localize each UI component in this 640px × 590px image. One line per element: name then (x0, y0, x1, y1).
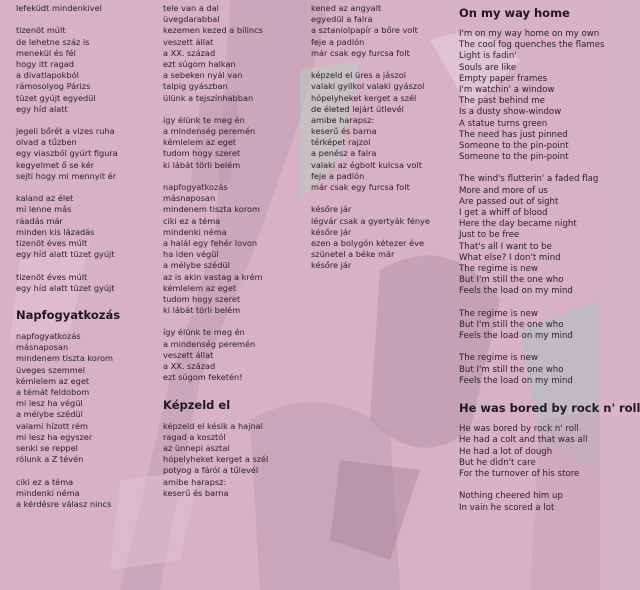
song-title: He was bored by rock n' roll (459, 401, 640, 416)
lyric-line: hópelyheket kerget a szél (163, 454, 269, 465)
lyric-line: The cool fog quenches the flames (459, 40, 605, 51)
lyric-line: mi lenne más (16, 204, 72, 215)
lyric-line: így élünk te meg én (163, 114, 245, 125)
lyric-line: For the turnover of his store (459, 468, 580, 479)
lyric-line: minden kis lázadás (16, 226, 95, 237)
lyrics-column-2 (163, 3, 268, 499)
lyric-line: a halál egy fehér lovon (163, 237, 258, 248)
lyric-line: kémlelem az eget (16, 375, 90, 386)
stanza-gap (459, 342, 640, 353)
lyric-line: ülünk a tejszínhabban (163, 92, 254, 103)
lyric-line: In vain he scored a lot (459, 502, 555, 513)
lyric-line: hópelyheket kerget a szél (311, 92, 417, 103)
lyric-line: a divatlapokból (16, 70, 79, 81)
lyric-line: későre jár (311, 204, 352, 215)
lyric-line: tudom hogy szeret (163, 293, 241, 304)
lyric-line: mindenem tiszta korom (16, 353, 113, 364)
lyric-line: He had a lot of dough (459, 446, 553, 457)
stanza-gap (16, 294, 120, 305)
lyric-line: üvegdarabbal (163, 14, 220, 25)
lyric-line: keserű és barna (163, 487, 229, 498)
stanza-gap (459, 480, 640, 491)
lyric-line: napfogyatkozás (163, 182, 228, 192)
lyric-line: The regime is new (459, 308, 538, 319)
lyric-line: a mindenség peremén (163, 126, 256, 137)
lyric-line: kaland az élet (16, 193, 74, 204)
lyric-line: mi lesz ha egyszer (16, 431, 93, 442)
lyric-line: a mindenség peremén (163, 338, 256, 349)
lyric-line: tizenöt éves múlt (16, 271, 88, 282)
lyric-line: így élünk te meg én (163, 327, 245, 338)
lyric-line: de lehetne száz is (16, 36, 90, 47)
lyric-line: ezen a bolygón kétezer éve (311, 237, 425, 248)
lyric-line: napfogyatkozás (16, 331, 81, 342)
lyric-line: üveges szemmel (16, 364, 86, 375)
stanza-gap (311, 193, 430, 204)
lyric-line: rámosolyog Párizs (16, 81, 91, 92)
lyric-line: térképet rajzol (311, 137, 371, 148)
lyric-line: hogy itt ragad (16, 58, 74, 69)
lyric-line: olvad a tűzben (16, 137, 77, 148)
stanza-gap (16, 260, 120, 271)
lyric-line: tele van a dal (163, 3, 219, 13)
stanza-gap (163, 383, 268, 394)
lyric-line: a XX. század (163, 47, 216, 58)
lyric-line: But he didn't care (459, 457, 536, 468)
lyric-line: Souls are like (459, 62, 517, 73)
lyric-line: egy híd alatt tüzet gyújt (16, 282, 115, 293)
lyric-line: a mélybe szédül (16, 409, 83, 420)
lyric-line: But I'm still the one who (459, 319, 564, 330)
lyric-line: Are passed out of sight (459, 196, 559, 207)
stanza-gap (16, 182, 120, 193)
song-title: Képzeld el (163, 397, 231, 412)
lyric-line: rólunk a Z tévén (16, 454, 84, 465)
lyric-line: mindenem tiszta korom (163, 204, 260, 215)
lyric-line: de életed lejárt útlevél (311, 103, 404, 114)
lyric-line: ki lábát törli belém (163, 305, 241, 316)
lyric-line: másnaposan (163, 193, 216, 204)
lyric-line: a témát feldobom (16, 387, 90, 397)
lyric-line: sejti hogy mi mennyit ér (16, 170, 117, 181)
lyric-line: egy híd alatt (16, 103, 68, 114)
lyric-line: valaki gyilkol valaki gyászol (311, 81, 425, 92)
lyric-line: képzeld el üres a jászol (311, 70, 407, 81)
stanza-gap (459, 163, 640, 174)
lyric-line: He had a colt and that was all (459, 435, 588, 446)
lyrics-column-3 (311, 3, 430, 272)
lyric-line: mi lesz ha végül (16, 398, 83, 409)
lyric-line: másnaposan (16, 342, 69, 353)
stanza-gap (16, 115, 120, 126)
lyric-line: képzeld el késik a hajnal (163, 420, 263, 431)
lyric-line: The need has just pinned (459, 129, 568, 140)
lyric-line: The regime is new (459, 263, 538, 274)
lyric-line: talpig gyászban (163, 81, 228, 92)
stanza-gap (311, 59, 430, 70)
lyric-line: Someone to the pin-point (459, 152, 569, 163)
lyric-line: keserű és barna (311, 126, 377, 137)
lyric-line: a XX. század (163, 361, 216, 371)
lyric-line: feje a padlón (311, 36, 365, 47)
lyric-line: ki lábát törli belém (163, 159, 241, 170)
stanza-gap (163, 171, 268, 182)
lyric-line: potyog a fáról a tűlevél (163, 465, 259, 476)
lyric-line: az is akin vastag a krém (163, 271, 263, 282)
lyric-line: már csak egy furcsa folt (311, 47, 410, 58)
lyric-line: What else? I don't mind (459, 252, 561, 263)
lyric-line: feje a padlón (311, 170, 365, 181)
stanza-gap (16, 465, 120, 476)
lyric-line: Someone to the pin-point (459, 140, 569, 151)
lyric-line: More and more of us (459, 185, 548, 196)
lyric-line: ezt súgom halkan (163, 58, 236, 69)
lyric-line: Feels the load on my mind (459, 286, 573, 297)
lyric-line: mindenki néma (163, 226, 227, 237)
lyric-line: az ünnepi asztal (163, 442, 230, 453)
lyric-line: Empty paper frames (459, 73, 548, 84)
stanza-gap (16, 14, 120, 25)
lyric-line: valami hízott rém (16, 420, 89, 431)
lyric-line: a sztaniolpapír a bőre volt (311, 25, 418, 36)
lyric-line: későre jár (311, 260, 352, 271)
lyric-line: A statue turns green (459, 118, 548, 129)
lyric-line: Here the day became night (459, 219, 577, 230)
lyric-line: ráadás már (16, 215, 63, 226)
lyric-line: I'm watchin' a window (459, 84, 555, 95)
lyric-line: veszett állat (163, 36, 214, 47)
lyric-line: I get a whiff of blood (459, 208, 548, 218)
lyric-line: Is a dusty show-window (459, 107, 562, 118)
lyric-line: Just to be free (459, 230, 520, 241)
lyric-line: Feels the load on my mind (459, 331, 573, 342)
lyrics-column-1 (16, 3, 120, 510)
song-title: Napfogyatkozás (16, 308, 121, 323)
lyric-line: egy híd alatt tüzet gyújt (16, 249, 115, 260)
lyric-line: tudom hogy szeret (163, 148, 241, 159)
lyric-line: menekül és fél (16, 47, 76, 58)
stanza-gap (459, 298, 640, 309)
lyric-line: amibe harapsz: (163, 476, 227, 487)
lyric-line: egy viaszból gyúrt figura (16, 148, 118, 159)
lyric-line: senki se reppel (16, 442, 78, 453)
lyric-line: a sebeken nyál van (163, 70, 243, 81)
lyric-line: valaki az égbolt kulcsa volt (311, 159, 422, 170)
lyric-line: amibe harapsz: (311, 114, 375, 125)
lyric-line: későre jár (311, 226, 352, 237)
lyric-line: That's all I want to be (459, 241, 552, 252)
lyric-line: But I'm still the one who (459, 275, 564, 286)
lyric-line: veszett állat (163, 349, 214, 360)
lyric-line: kened az angyalt (311, 3, 382, 13)
lyric-line: mindenki néma (16, 487, 80, 498)
lyric-line: szünetel a béke már (311, 249, 395, 260)
lyric-line: jegeli bőrét a vizes ruha (16, 126, 115, 137)
lyric-line: kegyelmet ő se kér (16, 159, 95, 170)
stanza-gap (459, 387, 640, 398)
lyric-line: egyedül a falra (311, 14, 373, 25)
lyric-line: a penész a falra (311, 148, 377, 159)
lyric-line: tüzet gyújt egyedül (16, 92, 96, 103)
lyric-line: The regime is new (459, 353, 538, 364)
stanza-gap (163, 316, 268, 327)
lyric-line: ciki ez a téma (163, 215, 221, 226)
lyric-line: Feels the load on my mind (459, 375, 573, 386)
lyric-line: Light is fadin' (459, 51, 517, 62)
lyric-line: a mélybe szédül (163, 260, 230, 271)
lyric-line: kémlelem az eget (163, 282, 237, 293)
lyric-line: kezemen kezed a bilincs (163, 25, 263, 36)
lyric-line: tizenöt éves múlt (16, 237, 88, 248)
lyric-line: ha iden végül (163, 249, 219, 260)
song-title: On my way home (459, 6, 570, 20)
stanza-gap (163, 104, 268, 115)
lyric-line: tizenöt múlt (16, 25, 66, 36)
lyric-line: légvár csak a gyertyák fénye (311, 215, 430, 226)
lyric-line: lefeküdt mindenkivel (16, 3, 102, 13)
lyric-line: ezt súgom feketén! (163, 372, 243, 383)
lyric-line: The wind's flutterin' a faded flag (459, 174, 599, 185)
lyric-line: már csak egy furcsa folt (311, 182, 410, 192)
lyric-line: kémlelem az eget (163, 137, 237, 148)
lyric-line: I'm on my way home on my own (459, 29, 600, 39)
lyric-line: But I'm still the one who (459, 364, 564, 375)
lyric-line: The past behind me (459, 96, 545, 107)
lyric-line: He was bored by rock n' roll (459, 424, 579, 435)
lyric-line: ciki ez a téma (16, 476, 74, 487)
lyrics-column-4 (459, 3, 640, 514)
lyric-line: a kérdésre válasz nincs (16, 498, 112, 509)
lyric-line: ragad a kosztól (163, 431, 226, 442)
lyric-line: Nothing cheered him up (459, 491, 563, 502)
